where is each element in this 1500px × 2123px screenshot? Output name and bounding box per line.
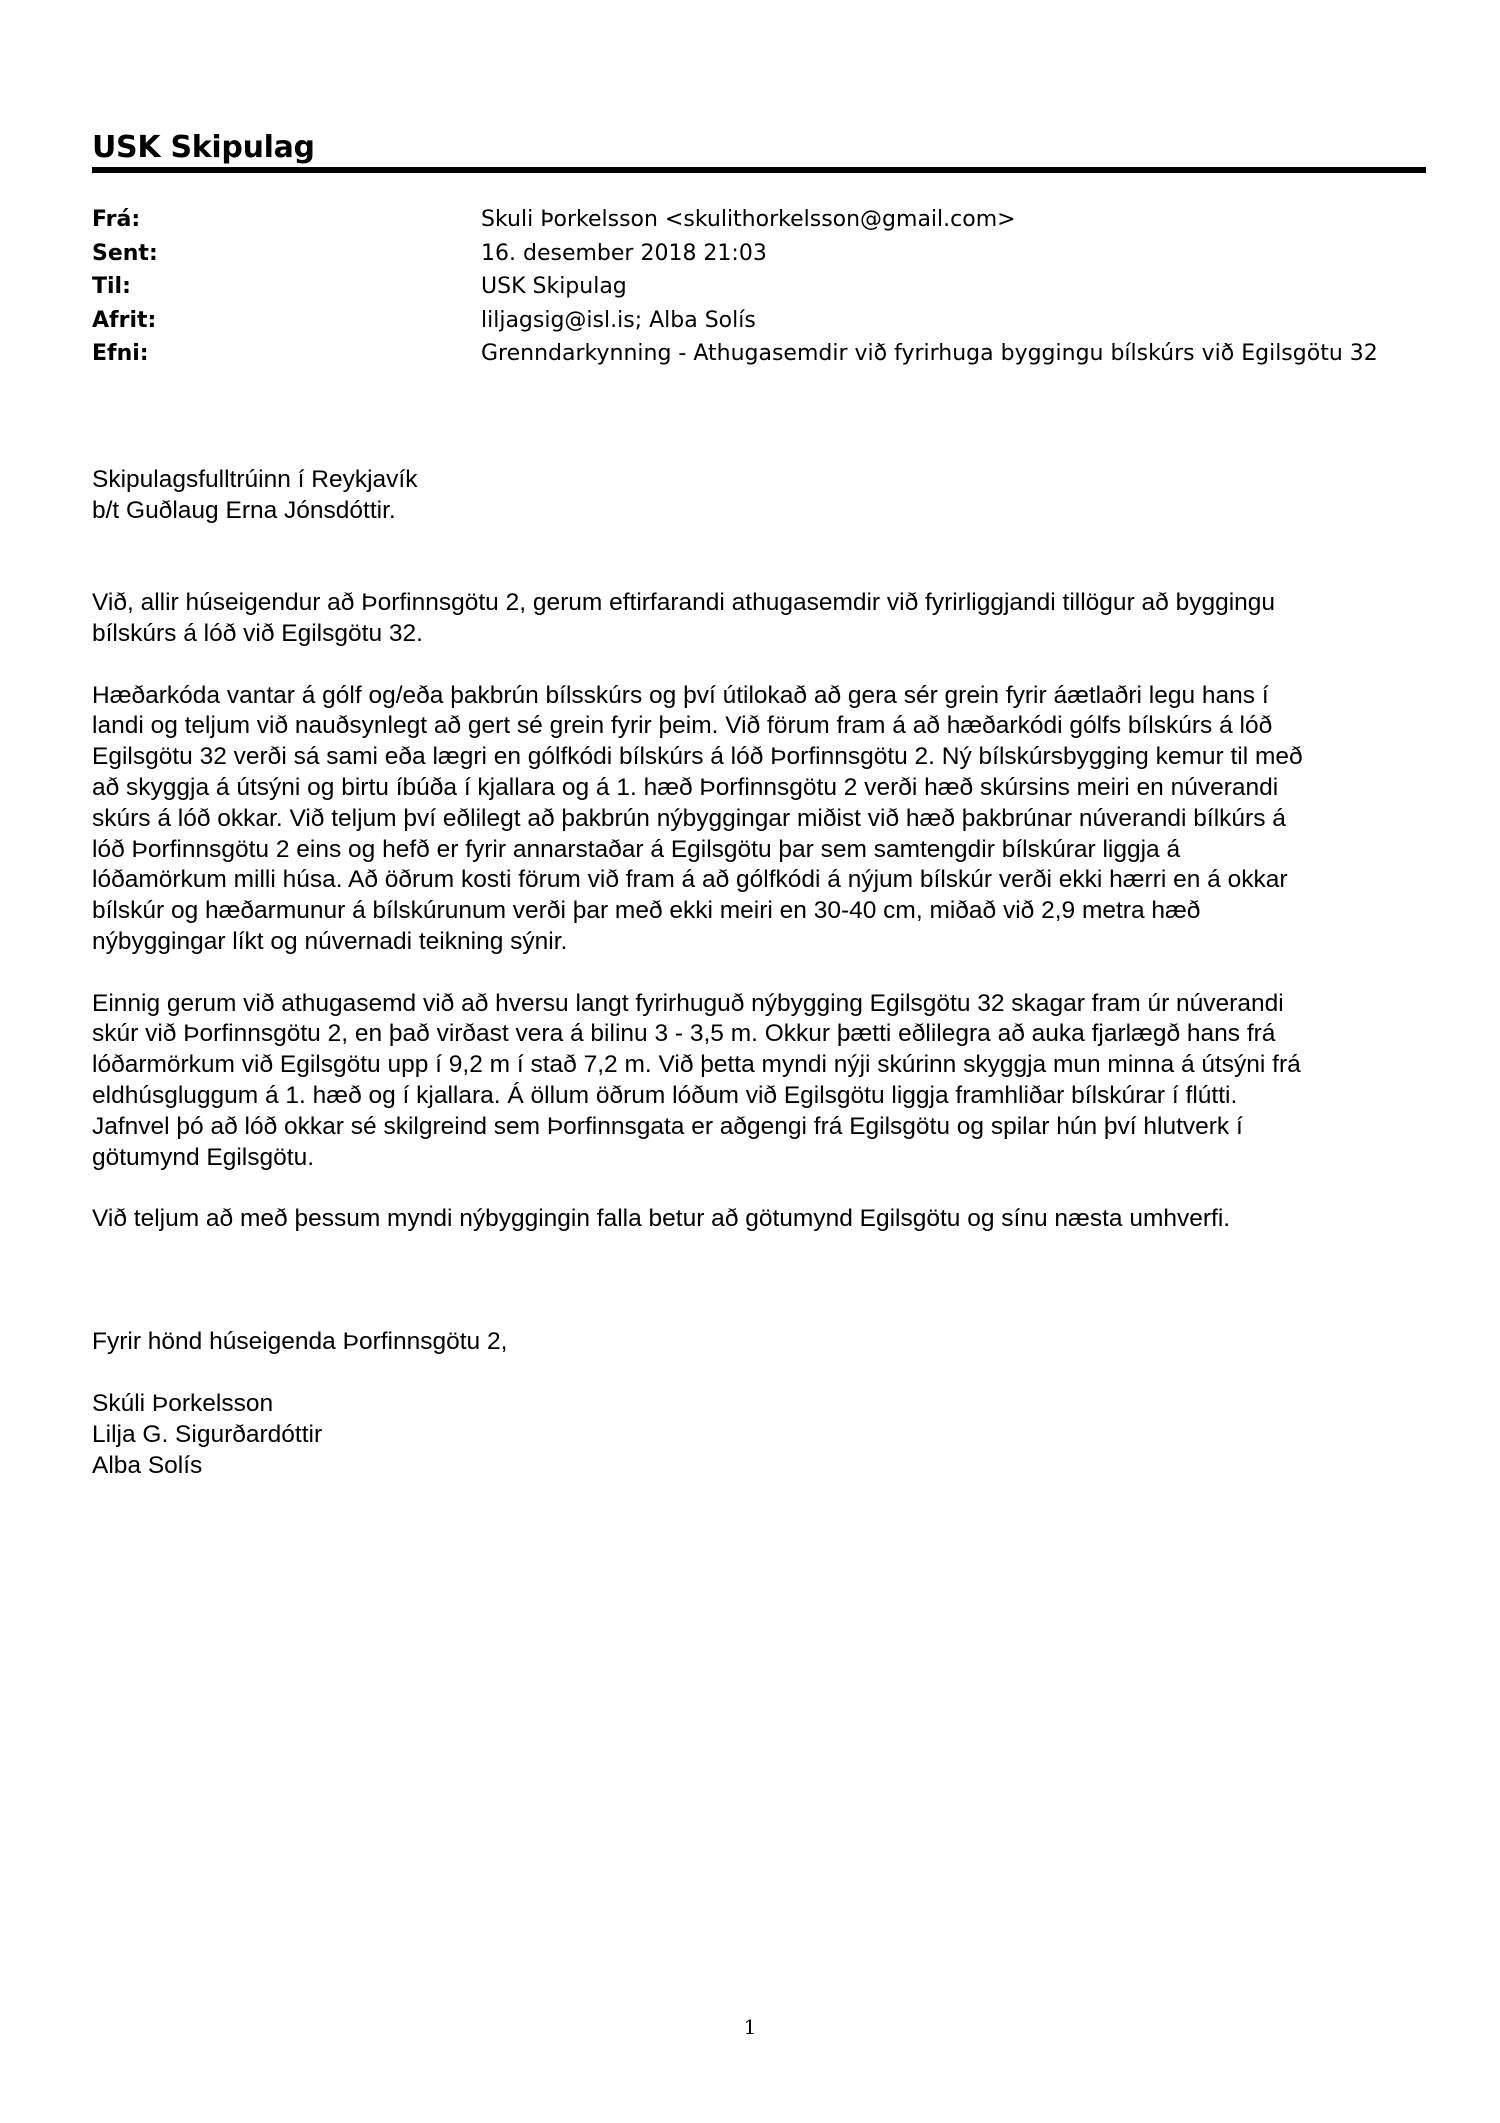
email-header (92, 203, 1432, 371)
sent-row (92, 237, 1432, 271)
signatory-name: Skúli Þorkelsson (92, 1389, 274, 1417)
text-line: bílskúrs á lóð við Egilsgötu 32. (92, 619, 423, 647)
subject-row (92, 337, 1432, 371)
paragraph-2 (92, 681, 1437, 958)
text-line: bílskúr og hæðarmunur á bílskúrunum verði þar með ekki meiri en 30-40 cm, miðað við 2,9 metra hæð (92, 897, 1201, 925)
signatory-name: Alba Solís (92, 1451, 203, 1479)
text-line: lóð Þorfinnsgötu 2 eins og hefð er fyrir annarstaðar á Egilsgötu þar sem samtengdir bílskúrar liggja á (92, 835, 1181, 863)
to-row (92, 270, 1432, 304)
text-line: landi og teljum við nauðsynlegt að gert sé grein fyrir þeim. Við förum fram á að hæðarkódi gólfs bílskúrs á lóð (92, 712, 1273, 740)
signatory-name: Lilja G. Sigurðardóttir (92, 1420, 323, 1448)
text-line: Jafnvel þó að lóð okkar sé skilgreind sem Þorfinnsgata er aðgengi frá Egilsgötu og spilar hún því hlutverk í (92, 1112, 1243, 1140)
page-number: 1 (743, 2015, 757, 2039)
org-title: USK Skipulag (92, 130, 315, 165)
header-divider (92, 167, 1426, 173)
text-line: lóðamörkum milli húsa. Að öðrum kosti förum við fram á að gólfkódi á nýjum bílskúr verði ekki hærri en á okkar (92, 866, 1288, 894)
sent-label: Sent: (92, 240, 158, 266)
text-line: Egilsgötu 32 verði sá sami eða lægri en gólfkódi bílskúrs á lóð Þorfinnsgötu 2. Ný bílskúrsbygging kemur til með (92, 743, 1303, 771)
sent-value: 16. desember 2018 21:03 (481, 240, 767, 266)
recipient-line: Skipulagsfulltrúinn í Reykjavík (92, 466, 418, 493)
subject-value: Grenndarkynning - Athugasemdir við fyrirhuga byggingu bílskúrs við Egilsgötu 32 (481, 341, 1378, 367)
cc-label: Afrit: (92, 307, 157, 333)
closing-line (92, 1327, 1437, 1358)
subject-label: Efni: (92, 341, 149, 367)
from-row (92, 203, 1432, 237)
paragraph-4 (92, 1204, 1437, 1235)
text-line: nýbyggingar líkt og núvernadi teikning sýnir. (92, 927, 568, 955)
recipient-block (92, 465, 1437, 527)
to-label: Til: (92, 274, 131, 300)
text-line: götumynd Egilsgötu. (92, 1143, 314, 1171)
text-line: eldhúsgluggum á 1. hæð og í kjallara. Á öllum öðrum lóðum við Egilsgötu liggja framhliðar bílskúrar í flútti. (92, 1081, 1238, 1109)
paragraph-1 (92, 588, 1437, 650)
text-line: lóðarmörkum við Egilsgötu upp í 9,2 m í stað 7,2 m. Við þetta myndi nýji skúrinn skyggja mun minna á útsýni frá (92, 1051, 1301, 1079)
from-value: Skuli Þorkelsson <skulithorkelsson@gmail.com> (481, 207, 1016, 232)
text-line: Við teljum að með þessum myndi nýbyggingin falla betur að götumynd Egilsgötu og sínu næsta umhverfi. (92, 1205, 1231, 1233)
signatures (92, 1389, 1437, 1481)
closing-text: Fyrir hönd húseigenda Þorfinnsgötu 2, (92, 1328, 508, 1356)
text-line: Einnig gerum við athugasemd við að hversu langt fyrirhuguð nýbygging Egilsgötu 32 skagar fram úr núverandi (92, 989, 1284, 1017)
text-line: Hæðarkóda vantar á gólf og/eða þakbrún bílsskúrs og því útilokað að gera sér grein fyrir áætlaðri legu hans í (92, 681, 1269, 709)
text-line: Við, allir húseigendur að Þorfinnsgötu 2, gerum eftirfarandi athugasemdir við fyrirliggjandi tillögur að byggingu (92, 589, 1276, 617)
text-line: að skyggja á útsýni og birtu íbúða í kjallara og á 1. hæð Þorfinnsgötu 2 verði hæð skúrsins meiri en núverandi (92, 773, 1279, 801)
text-line: skúr við Þorfinnsgötu 2, en það virðast vera á bilinu 3 - 3,5 m. Okkur þætti eðlilegra að auka fjarlægð hans frá (92, 1020, 1276, 1048)
to-value: USK Skipulag (481, 274, 627, 300)
letter-body (92, 465, 1437, 1481)
cc-value: liljagsig@isl.is; Alba Solís (481, 307, 756, 333)
from-label: Frá: (92, 207, 141, 232)
recipient-line: b/t Guðlaug Erna Jónsdóttir. (92, 496, 396, 524)
cc-row (92, 304, 1432, 338)
paragraph-3 (92, 989, 1437, 1174)
text-line: skúrs á lóð okkar. Við teljum því eðlilegt að þakbrún nýbyggingar miðist við hæð þakbrúnar núverandi bílkúrs á (92, 804, 1286, 832)
